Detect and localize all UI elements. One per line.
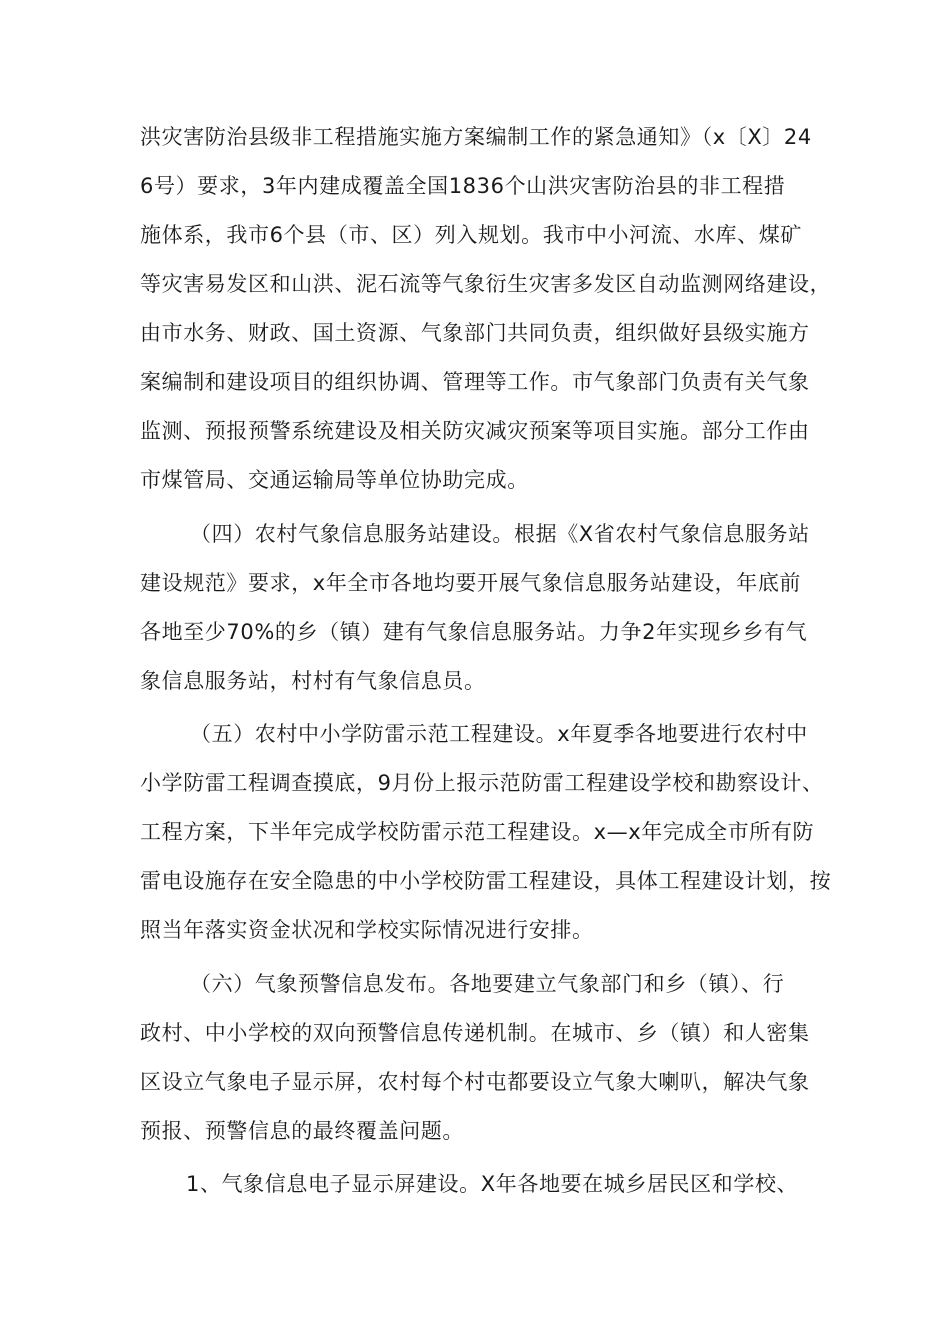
section-heading-4: （四）农村气象信息服务站建设。根据《X省农村气象信息服务站: [190, 522, 810, 546]
text-line: 工程方案，下半年完成学校防雷示范工程建设。x—x年完成全市所有防: [140, 820, 815, 844]
text-line: 照当年落实资金状况和学校实际情况进行安排。: [140, 918, 594, 942]
text-line: 象信息服务站，村村有气象信息员。: [140, 669, 486, 693]
text-line: 等灾害易发区和山洪、泥石流等气象衍生灾害多发区自动监测网络建设，: [140, 272, 832, 296]
text-line: 案编制和建设项目的组织协调、管理等工作。市气象部门负责有关气象: [140, 370, 810, 394]
text-line: 政村、中小学校的双向预警信息传递机制。在城市、乡（镇）和人密集: [140, 1021, 810, 1045]
text-line: 市煤管局、交通运输局等单位协助完成。: [140, 468, 529, 492]
text-line: 雷电设施存在安全隐患的中小学校防雷工程建设，具体工程建设计划，按: [140, 869, 832, 893]
text-line: 各地至少70%的乡（镇）建有气象信息服务站。力争2年实现乡乡有气: [140, 620, 808, 644]
text-line: 6号）要求，3年内建成覆盖全国1836个山洪灾害防治县的非工程措: [140, 174, 786, 198]
list-item-1: 1、气象信息电子显示屏建设。X年各地要在城乡居民区和学校、: [186, 1172, 799, 1196]
text-line: 区设立气象电子显示屏，农村每个村屯都要设立气象大喇叭，解决气象: [140, 1070, 810, 1094]
section-heading-6: （六）气象预警信息发布。各地要建立气象部门和乡（镇）、行: [190, 972, 785, 996]
text-line: 洪灾害防治县级非工程措施实施方案编制工作的紧急通知》（x〔X〕24: [140, 125, 812, 149]
text-line: 小学防雷工程调查摸底，9月份上报示范防雷工程建设学校和勘察设计、: [140, 771, 824, 795]
text-line: 预报、预警信息的最终覆盖问题。: [140, 1119, 464, 1143]
text-line: 施体系，我市6个县（市、区）列入规划。我市中小河流、水库、煤矿: [140, 223, 802, 247]
section-heading-5: （五）农村中小学防雷示范工程建设。x年夏季各地要进行农村中: [190, 722, 808, 746]
text-line: 建设规范》要求，x年全市各地均要开展气象信息服务站建设，年底前: [140, 571, 802, 595]
text-line: 由市水务、财政、国土资源、气象部门共同负责，组织做好县级实施方: [140, 321, 810, 345]
text-line: 监测、预报预警系统建设及相关防灾减灾预案等项目实施。部分工作由: [140, 419, 810, 443]
